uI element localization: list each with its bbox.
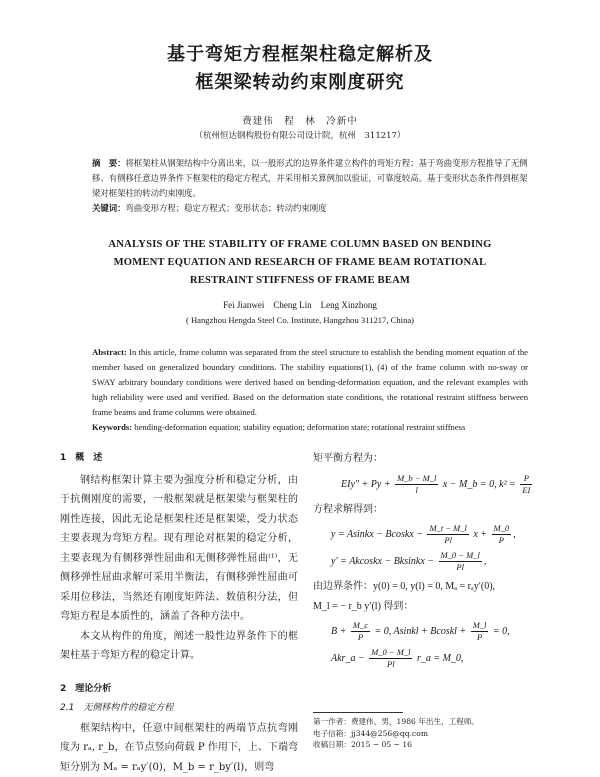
equation-2: y = Asinkx − Bcoskx − $\frac{M\_t - M\_l}{Pl}$ x + $\frac{M\_0}{P}$ , [313, 523, 558, 546]
footnote-author: 第一作者：费建伟，男，1986 年出生，工程师。 [313, 716, 558, 728]
equation-4 [313, 620, 558, 643]
equation-5 [313, 647, 558, 670]
right-column [313, 449, 558, 674]
title-cn-line2: 框架梁转动约束刚度研究 [0, 68, 600, 94]
eq1-kden: EI [520, 485, 532, 496]
eq2-mid: x + [473, 529, 489, 540]
eq5-num: M_0 − M_l [369, 647, 412, 659]
eq2-den: Pl [427, 535, 468, 546]
eq5-end: r_a = M_0, [417, 653, 463, 664]
eq4-fraction-2 [471, 620, 489, 643]
paragraph-2: 本文从构件的角度，阐述一般性边界条件下的框架柱基于弯矩方程的稳定计算。 [60, 627, 298, 666]
title-en-line2: MOMENT EQUATION AND RESEARCH OF FRAME BEAM ROTATIONAL [0, 254, 600, 272]
title-cn-line1: 基于弯矩方程框架柱稳定解析及 [0, 40, 600, 66]
eq1-mid: x − M_b = 0, k² = [443, 478, 518, 489]
equation-3: y′ = Akcoskx − Bksinkx − $\frac{M\_0 - M\_l}{Pl}$ , [313, 550, 558, 573]
authors-en: Fei Jianwei Cheng Lin Leng Xinzhong [0, 298, 600, 311]
intro-text-2: 方程求解得到： [313, 500, 558, 520]
abstract-en [92, 345, 528, 435]
left-column [60, 449, 298, 777]
title-en-line3: RESTRAINT STIFFNESS OF FRAME BEAM [0, 272, 600, 290]
eq2-num: M_t − M_l [427, 523, 468, 535]
section-2-title: 2 理论分析 [60, 680, 298, 700]
footnote [313, 716, 558, 751]
abstract-en-label: Abstract: [92, 347, 127, 357]
eq5-fraction [369, 647, 412, 670]
eq4-end: = 0, [493, 626, 510, 637]
eq5-lhs: Akr_a − [331, 653, 367, 664]
affiliation-en: ( Hangzhou Hengda Steel Co. Institute, Hangzhou 311217, China) [0, 315, 600, 325]
eq4-fraction [351, 620, 370, 643]
affiliation-cn: （杭州恒达钢构股份有限公司设计院，杭州 311217） [0, 129, 600, 141]
footnote-email: 电子信箱：jj344@256@qq.com [313, 728, 558, 740]
eq1-lhs: EIy″ + Py + [341, 478, 393, 489]
keywords-cn-label: 关键词： [92, 203, 126, 213]
abstract-en-text: In this article, frame column was separated from the steel structure to establish the bending moment equation of the member based on generalized boundary conditions. The stability equations(1), (4) of the frame column with no-sway or SWAY arbitrary boundary conditions were derived based on bending-deformation equation, and the relevant examples with high reliability were used and verified. Based on the deformation state conditions, the rotational restraint stiffness between frame beams and frame columns were obtained. [92, 347, 528, 417]
eq4-mid: = 0, Asinkl + Bcoskl + [374, 626, 468, 637]
boundary-condition-line2: M_l = − r_b y′(l) 得到： [313, 597, 558, 617]
eq2-fraction-2 [492, 523, 512, 546]
eq2-num2: M_0 [492, 523, 512, 535]
eq1-fraction [395, 473, 438, 496]
title-en-line1: ANALYSIS OF THE STABILITY OF FRAME COLUMN BASED ON BENDING [0, 236, 600, 254]
eq1-k-fraction [520, 473, 532, 496]
abstract-cn-text: 将框架柱从钢架结构中分离出来，以一般形式的边界条件建立构件的弯矩方程；基于弯曲变形方程推导了无侧移、有侧移任意边界条件下框架柱的稳定方程式，并采用相关算例加以验证，可靠度较高。基于变形状态条件得到框架梁对框架柱的转动约束刚度。 [92, 158, 528, 198]
keywords-cn-text: 弯曲变形方程；稳定方程式；变形状态；转动约束刚度 [126, 203, 327, 213]
paragraph-1: 钢结构框架计算主要为强度分析和稳定分析，由于抗侧刚度的需要，一般框架就是框架梁与框架柱的刚性连接，因此无论是框架柱还是框架梁，受力状态主要表现为弯矩方程。现有理论对框架的稳定分析，主要表现为有侧移弹性屈曲和无侧移弹性屈曲⁽¹⁾，无侧移弹性屈曲求解可采用半衡法，有侧移弹性屈曲可采用位移法，当然还有刚度矩阵法、数值积分法，但弯矩方程是本质性的，涵盖了各种方法中。 [60, 471, 298, 627]
paragraph-3: 框架结构中，任意中间框架柱的两端节点抗弯刚度为 rₐ, r_b，在节点竖向荷载 P 作用下，上、下端弯矩分别为 Mₐ = rₐy′(0)，M_b = r_by′(l)，则弯 [60, 719, 298, 777]
footnote-received: 收稿日期：2015 − 05 − 16 [313, 739, 558, 751]
eq1-num: M_b − M_l [395, 473, 438, 485]
keywords-en-label: Keywords: [92, 422, 132, 432]
eq4-num2: M_l [471, 620, 489, 632]
eq4-den: P [351, 632, 370, 643]
eq2-fraction [427, 523, 468, 546]
eq2-den2: P [492, 535, 512, 546]
eq2-lhs: y = Asinkx − Bcoskx − [331, 529, 425, 540]
keywords-en-text: bending-deformation equation; stability equation; deformation state; rotational restraint stiffness [134, 422, 465, 432]
eq4-den2: P [471, 632, 489, 643]
abstract-cn [92, 156, 528, 216]
eq3-lhs: y′ = Akcoskx − Bksinkx − [331, 556, 437, 567]
eq5-den: Pl [369, 659, 412, 670]
equation-1 [313, 473, 558, 496]
authors-cn: 费建伟 程 林 冷新中 [0, 113, 600, 127]
footnote-rule [313, 712, 403, 713]
boundary-condition-line1: 由边界条件：y(0) = 0, y(l) = 0, Mₐ = rₐy′(0), [313, 577, 558, 597]
eq3-den: Pl [439, 562, 482, 573]
eq1-knum: P [520, 473, 532, 485]
section-1-title: 1 概 述 [60, 449, 298, 469]
abstract-cn-label: 摘 要： [92, 158, 126, 168]
title-en [0, 236, 600, 290]
eq1-den: l [395, 485, 438, 496]
eq4-num: M_c [351, 620, 370, 632]
eq4-lhs: B + [331, 626, 349, 637]
eq3-num: M_0 − M_l [439, 550, 482, 562]
eq3-fraction [439, 550, 482, 573]
section-2-1-title: 2.1 无侧移构件的稳定方程 [60, 699, 298, 719]
intro-text-1: 矩平衡方程为： [313, 449, 558, 469]
